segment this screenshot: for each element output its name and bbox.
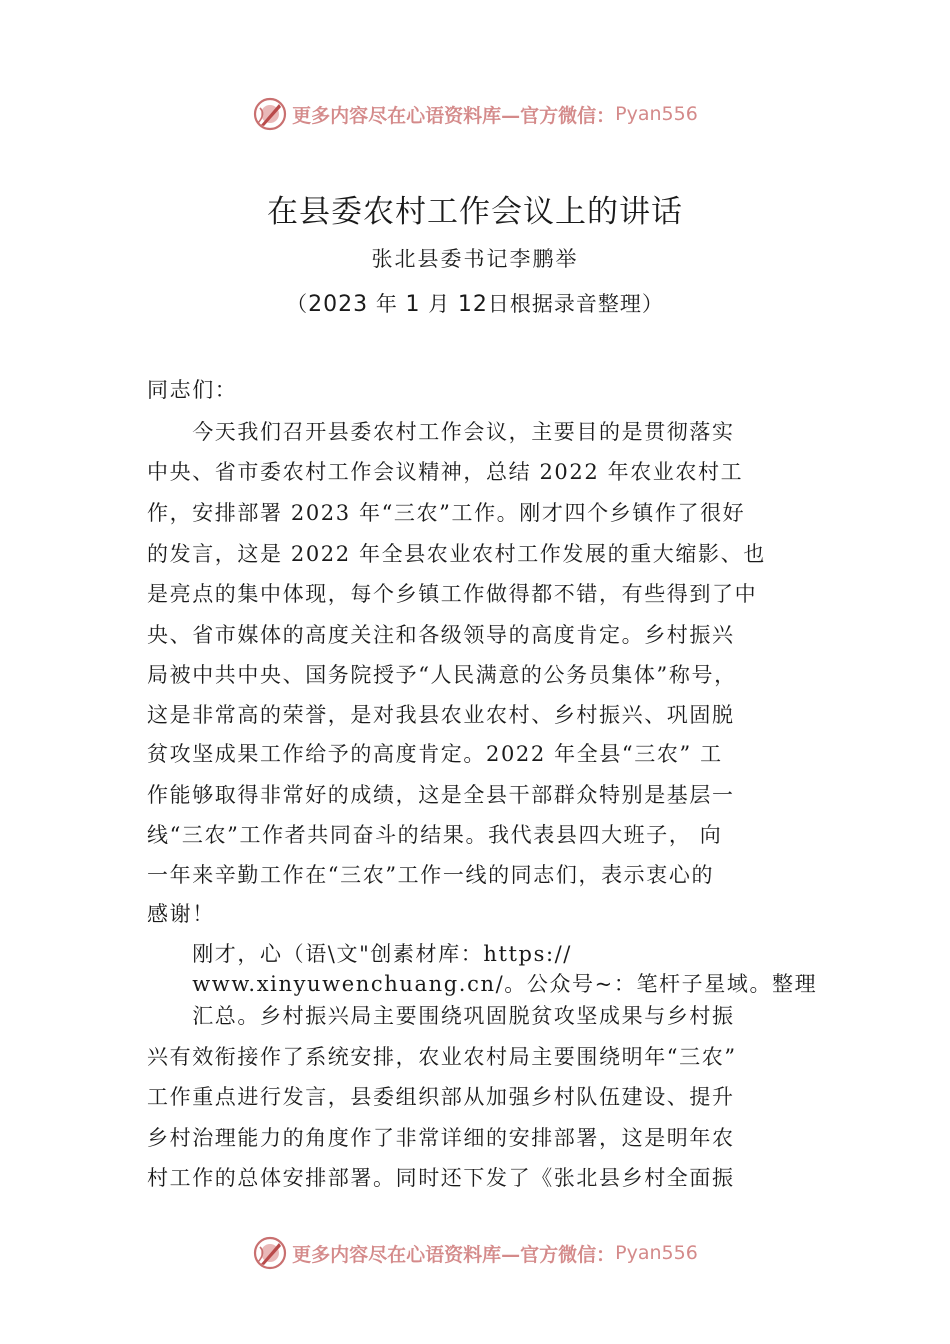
banner-wechat-id: Pyan556 (615, 103, 698, 125)
body-line: 乡村治理能力的角度作了非常详细的安排部署，这是明年农 (147, 1126, 735, 1150)
date-rest: 日根据录音整理） (487, 292, 664, 316)
header-banner (0, 94, 950, 134)
body-line: www.xinyuwenchuang.cn/。公众号~：笔杆子星域。整理 (147, 972, 818, 996)
body-line: 工作重点进行发言，县委组织部从加强乡村队伍建设、提升 (147, 1085, 735, 1109)
body-line: 局被中共中央、国务院授予“人民满意的公务员集体”称号， (147, 663, 737, 687)
date-month: 1 (405, 292, 421, 317)
body-line: 兴有效衔接作了系统安排，农业农村局主要围绕明年“三农” (147, 1045, 737, 1069)
footer-banner (0, 1233, 950, 1273)
body-line: 作能够取得非常好的成绩，这是全县干部群众特别是基层一 (147, 783, 735, 807)
body-line: 作，安排部署 2023 年“三农”工作。刚才四个乡镇作了很好 (147, 501, 746, 525)
page-title: 在县委农村工作会议上的讲话 (267, 194, 683, 230)
body-line: 线“三农”工作者共同奋斗的结果。我代表县四大班子， 向 (147, 823, 723, 847)
date-year-unit: 年 (375, 292, 398, 316)
banner-text: 更多内容尽在心语资料库—官方微信： (292, 1243, 616, 1266)
quill-pen-logo-icon (252, 1235, 288, 1271)
body-line: 一年来辛勤工作在“三农”工作一线的同志们，表示衷心的 (147, 863, 715, 887)
body-line: 央、省市媒体的高度关注和各级领导的高度肯定。乡村振兴 (147, 623, 735, 647)
date-year: 2023 (308, 292, 369, 317)
body-line: 贫攻坚成果工作给予的高度肯定。2022 年全县“三农” 工 (147, 742, 723, 766)
body-line: 这是非常高的荣誉，是对我县农业农村、乡村振兴、巩固脱 (147, 703, 735, 727)
body-line: 汇总。乡村振兴局主要围绕巩固脱贫攻坚成果与乡村振 (147, 1004, 735, 1028)
body-line: 感谢！ (147, 902, 215, 926)
date-line (0, 288, 950, 318)
body-line: 刚才，心（语\文"创素材库：https:// (147, 942, 572, 966)
date-month-unit: 月 (428, 292, 451, 316)
banner-text: 更多内容尽在心语资料库—官方微信： (292, 104, 616, 127)
date-day: 12 (457, 292, 488, 317)
banner-wechat-id: Pyan556 (615, 1242, 698, 1264)
body-line: 是亮点的集中体现，每个乡镇工作做得都不错，有些得到了中 (147, 582, 758, 606)
quill-pen-logo-icon (252, 96, 288, 132)
date-open-paren: （ (286, 292, 309, 316)
body-line: 的发言，这是 2022 年全县农业农村工作发展的重大缩影、也 (147, 542, 766, 566)
speaker-line: 张北县委书记李鹏举 (371, 247, 579, 271)
body-line: 中央、省市委农村工作会议精神，总结 2022 年农业农村工 (147, 460, 744, 484)
body-line: 今天我们召开县委农村工作会议，主要目的是贯彻落实 (147, 420, 735, 444)
body-line: 村工作的总体安排部署。同时还下发了《张北县乡村全面振 (147, 1166, 735, 1190)
body-line: 同志们： (147, 378, 238, 402)
